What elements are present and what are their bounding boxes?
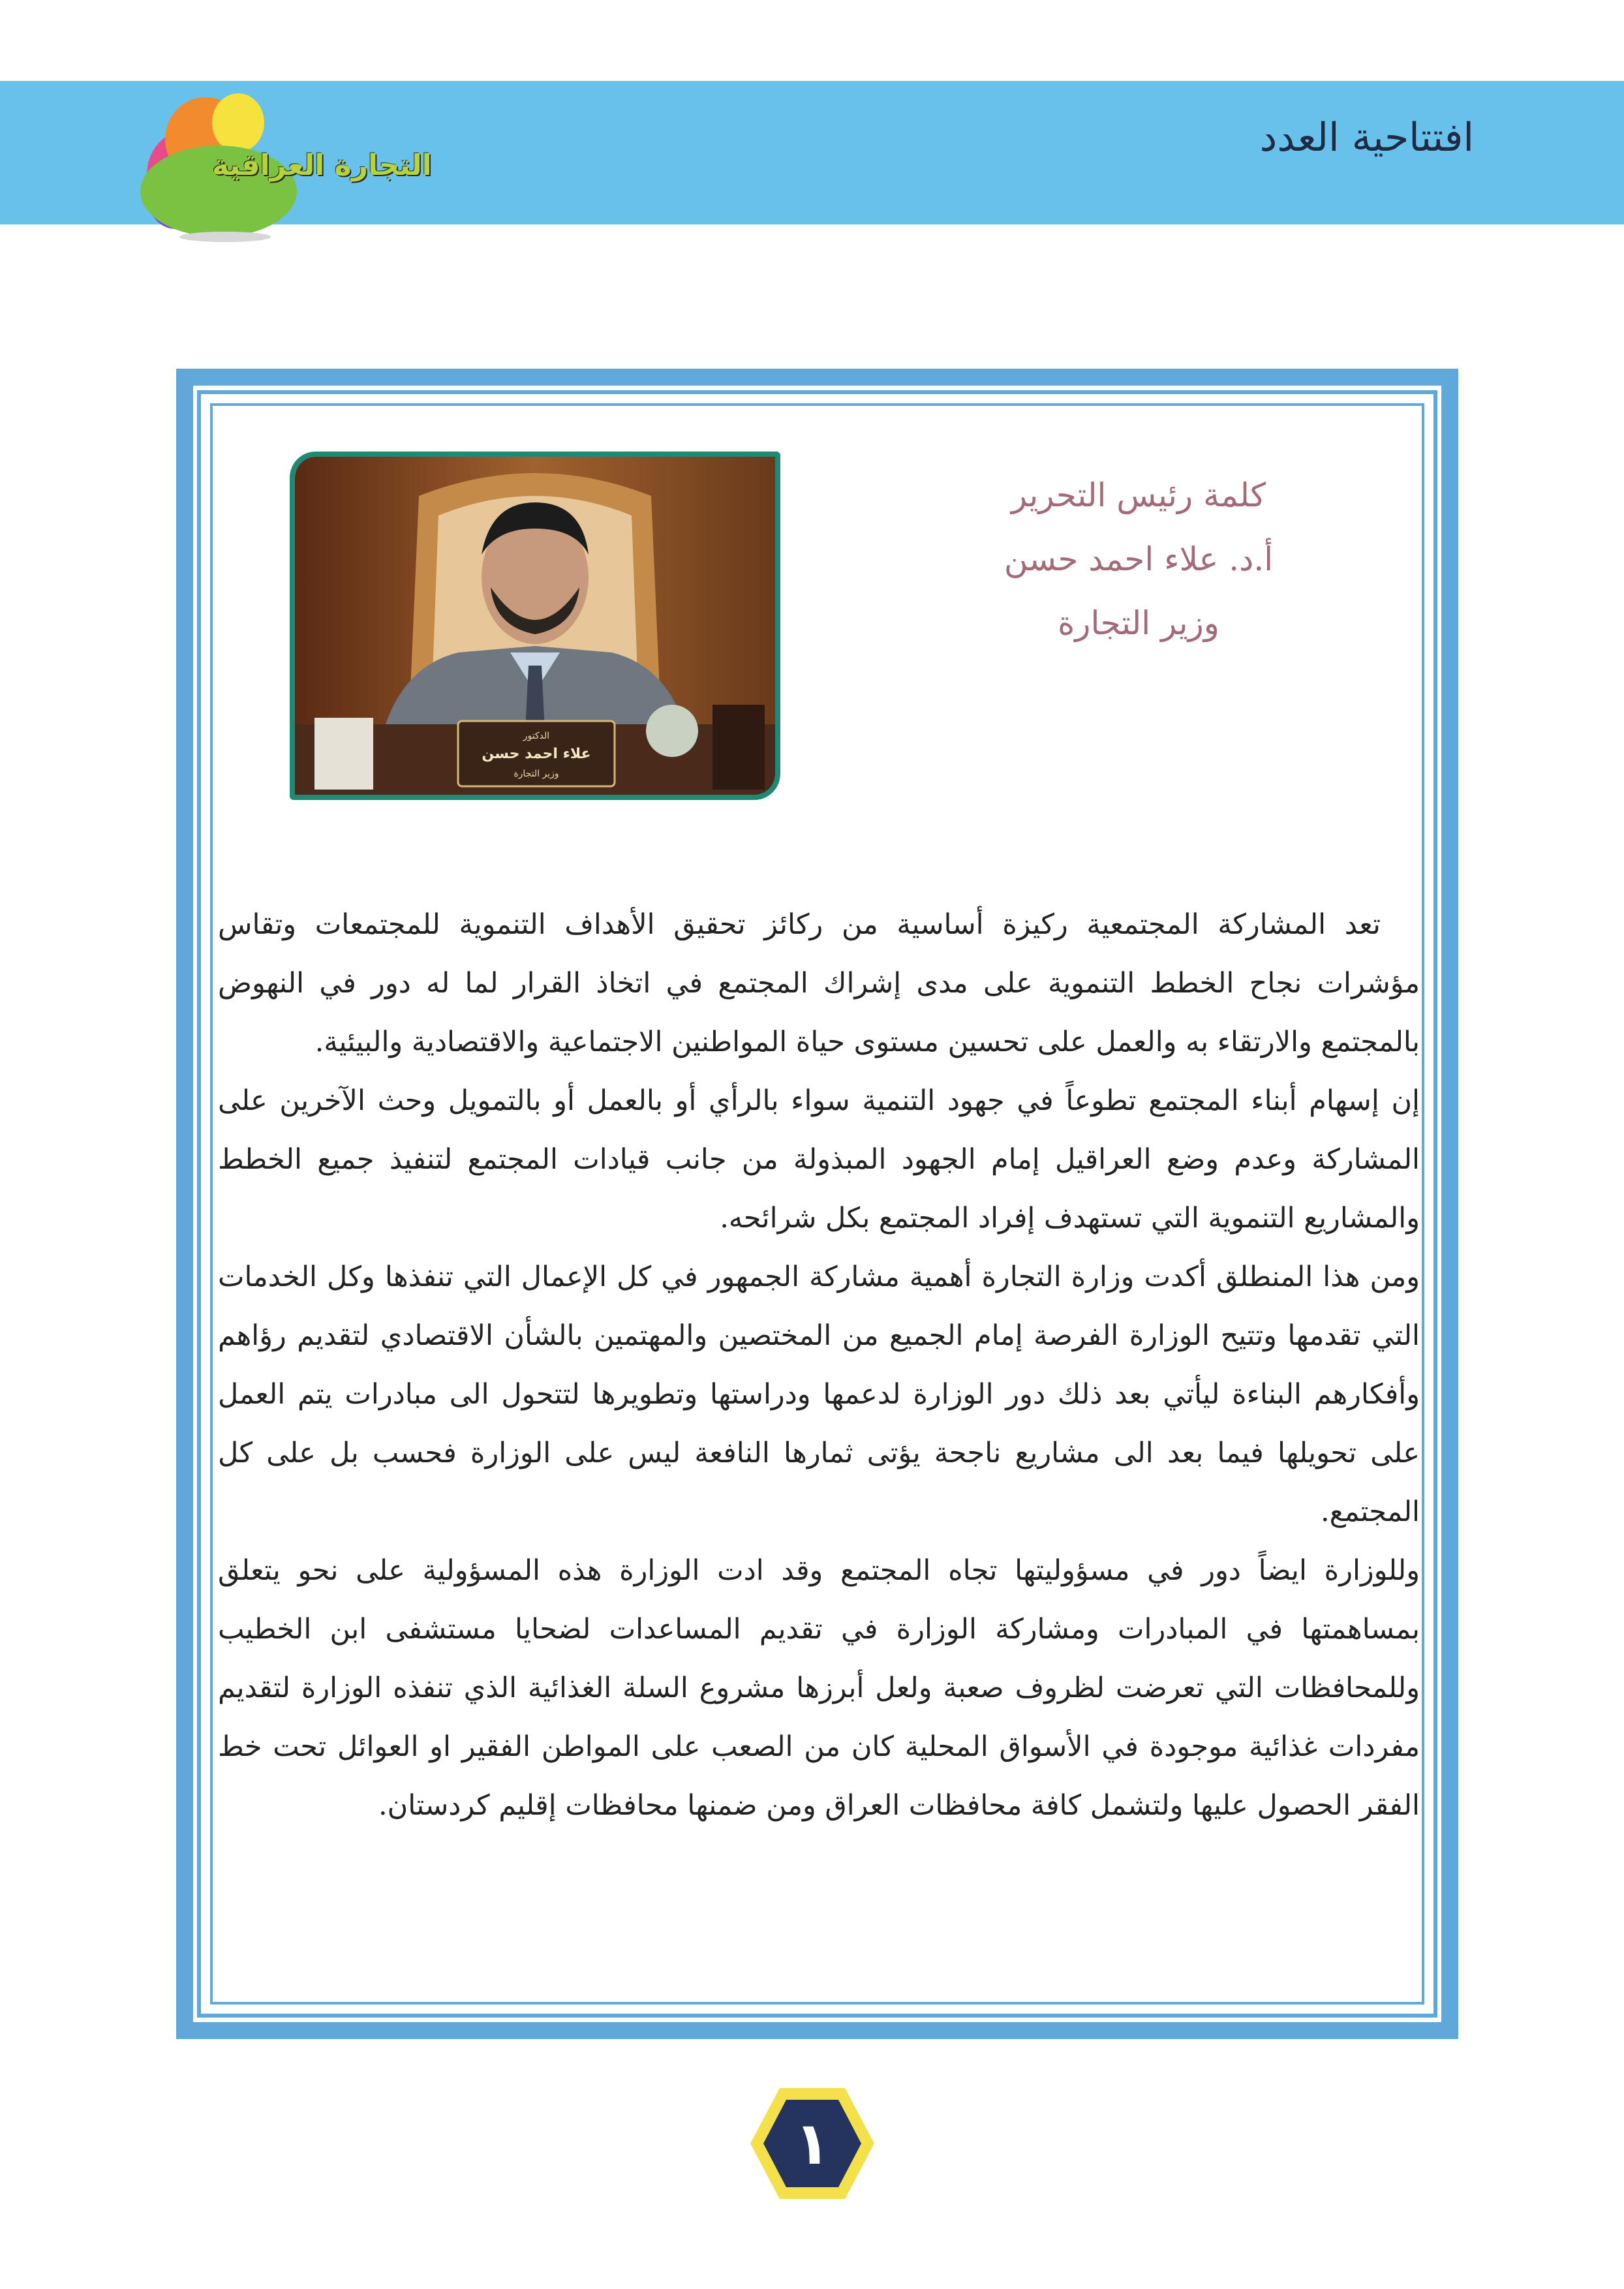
article-paragraph: تعد المشاركة المجتمعية ركيزة أساسية من ركائز تحقيق الأهداف التنموية للمجتمعات وتقاس مؤشرات نجاح الخطط التنموية على مدى إشراك المجتمع في اتخاذ القرار لما له دور في النهوض بالمجتمع والارتقاء به والعمل على تحسين مستوى حياة المواطنين الاجتماعية والاقتصادية والبيئية. <box>218 908 1420 1058</box>
caption-heading: كلمة رئيس التحرير <box>1011 476 1266 514</box>
article-paragraph: ومن هذا المنطلق أكدت وزارة التجارة أهمية مشاركة الجمهور في كل الإعمال التي تنفذها وكل الخدمات التي تقدمها وتتيح الوزارة الفرصة إمام الجميع من المختصين والمهتمين بالشأن الاقتصادي لتقديم رؤاهم وأفكارهم البناءة ليأتي بعد ذلك دور الوزارة لدعمها ودراستها وتطويرها لتتحول الى مبادرات يتم العمل على تحويلها فيما بعد الى مشاريع ناجحة يؤتى ثمارها النافعة ليس على الوزارة فحسب بل على كل المجتمع. <box>218 1261 1420 1528</box>
section-title: افتتاحية العدد <box>1259 115 1474 161</box>
caption-name: أ.د. علاء احمد حسن <box>1004 540 1274 578</box>
page-number-badge <box>718 2082 907 2205</box>
nameplate-role: وزير التجارة <box>513 769 559 779</box>
editor-caption <box>927 463 1351 655</box>
page-number: ١ <box>794 2109 831 2178</box>
minister-portrait-image <box>295 457 775 795</box>
article-paragraph: وللوزارة ايضاً دور في مسؤوليتها تجاه المجتمع وقد ادت الوزارة هذه المسؤولية على نحو يتعلق بمساهمتها في المبادرات ومشاركة الوزارة في تقديم المساعدات لضحايا مستشفى ابن الخطيب وللمحافظات التي تعرضت لظروف صعبة ولعل أبرزها مشروع السلة الغذائية الذي تنفذه الوزارة لتقديم مفردات غذائية موجودة في الأسواق المحلية كان من الصعب على المواطن الفقير او العوائل تحت خط الفقر الحصول عليها ولتشمل كافة محافظات العراق ومن ضمنها محافظات إقليم كردستان. <box>218 1554 1420 1822</box>
logo-text: التجارة العراقية <box>212 149 432 182</box>
article-body <box>218 895 1420 1835</box>
caption-role: وزير التجارة <box>1058 604 1219 642</box>
nameplate-title: الدكتور <box>523 731 550 741</box>
minister-photo <box>290 452 780 800</box>
article-paragraph: إن إسهام أبناء المجتمع تطوعاً في جهود التنمية سواء بالرأي أو بالعمل أو بالتمويل وحث الآخرين على المشاركة وعدم وضع العراقيل إمام الجهود المبذولة من جانب قيادات المجتمع لتنفيذ جميع الخطط والمشاريع التنموية التي تستهدف إفراد المجتمع بكل شرائحه. <box>218 1084 1420 1235</box>
nameplate-name: علاء احمد حسن <box>482 746 591 762</box>
magazine-logo <box>108 77 432 247</box>
